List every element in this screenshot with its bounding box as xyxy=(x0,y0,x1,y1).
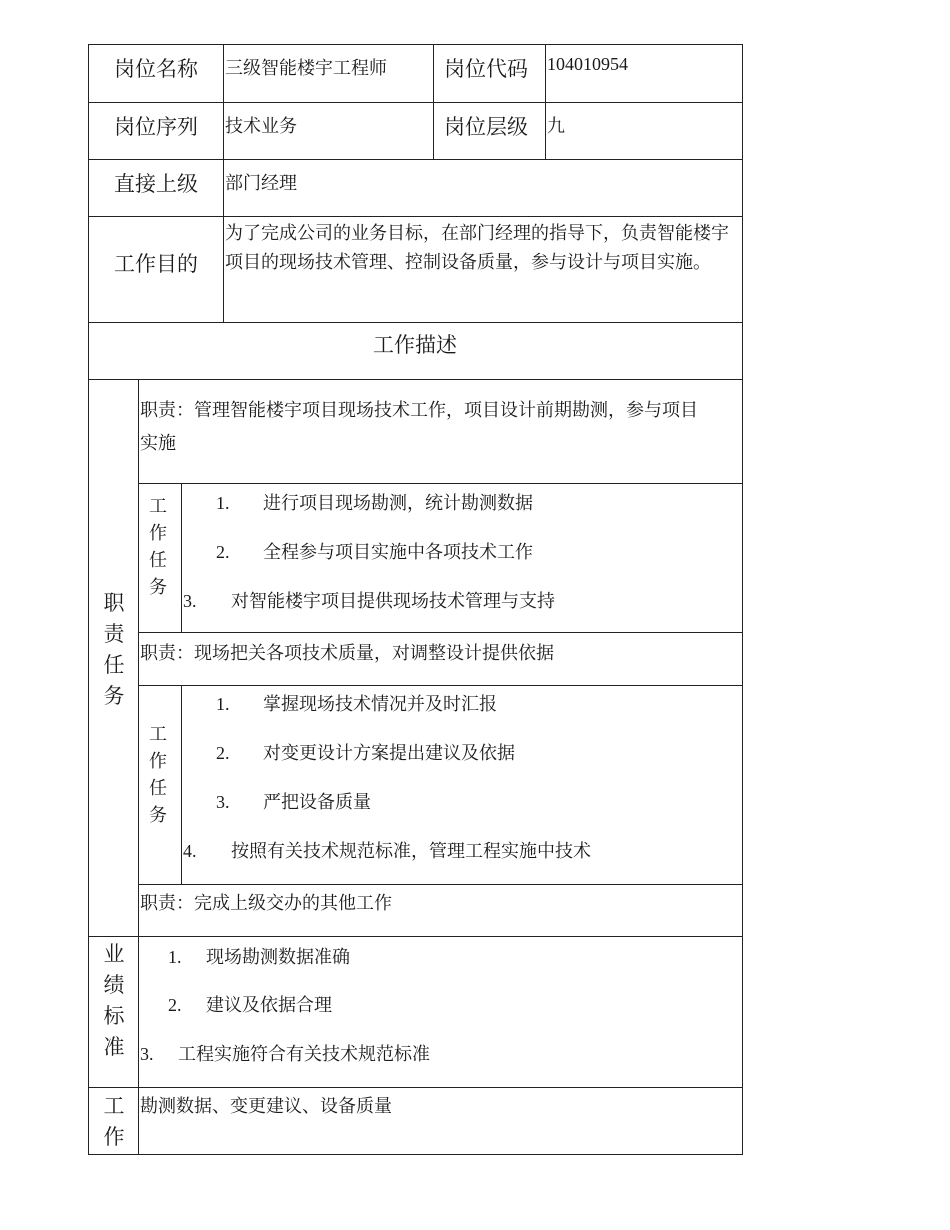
description-title: 工作描述 xyxy=(373,333,457,357)
performance-label-cell xyxy=(88,936,140,1089)
supervisor-value: 部门经理 xyxy=(225,173,297,193)
duty-1-line1: 职责：管理智能楼宇项目现场技术工作，项目设计前期勘测，参与项目 xyxy=(140,400,698,420)
description-title-cell xyxy=(88,322,743,381)
purpose-value: 为了完成公司的业务目标，在部门经理的指导下，负责智能楼宇项目的现场技术管理、控制设备质量，参与设计与项目实施。 xyxy=(225,223,729,272)
duty-3-line1: 职责：完成上级交办的其他工作 xyxy=(140,893,392,913)
task-item: 3. 严把设备质量 xyxy=(216,792,371,812)
position-code-value-cell xyxy=(545,44,743,104)
performance-item: 2. 建议及依据合理 xyxy=(168,995,332,1015)
position-level-label-cell xyxy=(433,102,547,161)
performance-label: 业 绩 标 准 xyxy=(103,942,125,1059)
duty-2-tasks-label-cell xyxy=(138,685,183,886)
position-name-value: 三级智能楼宇工程师 xyxy=(225,58,387,78)
position-code-label-cell xyxy=(433,44,547,104)
work-output-label: 工 作 xyxy=(103,1094,125,1149)
purpose-label-cell xyxy=(88,216,225,324)
duty-1-cell xyxy=(138,379,743,485)
performance-item: 3. 工程实施符合有关技术规范标准 xyxy=(140,1044,430,1064)
position-name-value-cell xyxy=(223,44,435,104)
position-level-value: 九 xyxy=(547,116,565,136)
duty-1-line2: 实施 xyxy=(140,433,176,453)
work-output-value: 勘测数据、变更建议、设备质量 xyxy=(140,1096,392,1116)
position-series-label-cell xyxy=(88,102,225,161)
task-item: 2. 全程参与项目实施中各项技术工作 xyxy=(216,542,533,562)
purpose-value-cell xyxy=(223,216,743,324)
position-level-label: 岗位层级 xyxy=(444,115,528,139)
position-code-label: 岗位代码 xyxy=(444,57,528,81)
position-name-label-cell xyxy=(88,44,225,104)
task-item: 4. 按照有关技术规范标准，管理工程实施中技术 xyxy=(183,841,591,861)
supervisor-label: 直接上级 xyxy=(114,172,198,196)
task-item: 1. 进行项目现场勘测，统计勘测数据 xyxy=(216,493,533,513)
purpose-label: 工作目的 xyxy=(114,252,198,276)
position-series-label: 岗位序列 xyxy=(114,115,198,139)
position-code-value: 104010954 xyxy=(547,54,628,74)
position-series-value: 技术业务 xyxy=(225,116,297,136)
supervisor-label-cell xyxy=(88,159,225,218)
duty-2-tasks-label: 工 作 任 务 xyxy=(149,724,167,825)
position-name-label: 岗位名称 xyxy=(114,57,198,81)
task-item: 1. 掌握现场技术情况并及时汇报 xyxy=(216,694,497,714)
position-series-value-cell xyxy=(223,102,435,161)
performance-item: 1. 现场勘测数据准确 xyxy=(168,947,350,967)
duties-section-label-cell xyxy=(88,379,140,938)
performance-value-cell xyxy=(138,936,743,1089)
duty-2-tasks-cell xyxy=(181,685,743,886)
duties-section-label: 职 责 任 务 xyxy=(103,591,125,708)
task-item: 3. 对智能楼宇项目提供现场技术管理与支持 xyxy=(183,591,555,611)
duty-1-tasks-cell xyxy=(181,483,743,634)
task-item: 2. 对变更设计方案提出建议及依据 xyxy=(216,743,515,763)
work-output-label-cell xyxy=(88,1087,140,1155)
duty-1-tasks-label-cell xyxy=(138,483,183,634)
duty-1-tasks-label: 工 作 任 务 xyxy=(149,496,167,597)
duty-3-cell xyxy=(138,884,743,938)
duty-2-cell xyxy=(138,632,743,687)
supervisor-value-cell xyxy=(223,159,743,218)
duty-2-line1: 职责：现场把关各项技术质量，对调整设计提供依据 xyxy=(140,643,554,663)
position-level-value-cell xyxy=(545,102,743,161)
work-output-value-cell xyxy=(138,1087,743,1155)
